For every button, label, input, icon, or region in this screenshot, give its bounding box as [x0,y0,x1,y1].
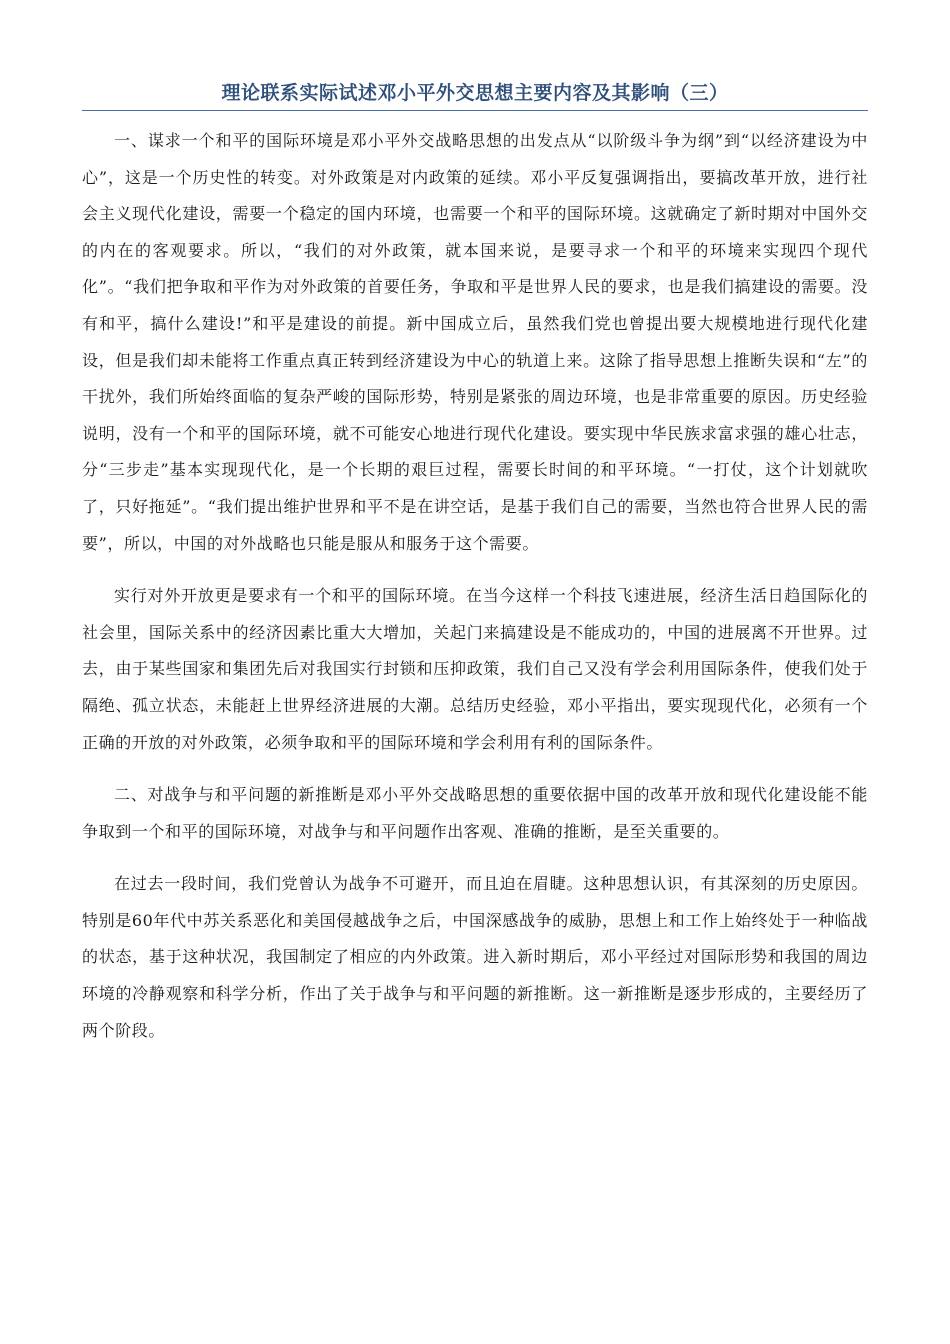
paragraph-4: 在过去一段时间，我们党曾认为战争不可避开，而且迫在眉睫。这种思想认识，有其深刻的历史原因。特别是60年代中苏关系恶化和美国侵越战争之后，中国深感战争的威胁，思想上和工作上始终处于一种临战的状态，基于这种状况，我国制定了相应的内外政策。进入新时期后，邓小平经过对国际形势和我国的周边环境的冷静观察和科学分析，作出了关于战争与和平问题的新推断。这一新推断是逐步形成的，主要经历了两个阶段。 [82,874,868,1040]
paragraph-3: 二、对战争与和平问题的新推断是邓小平外交战略思想的重要依据中国的改革开放和现代化建设能不能争取到一个和平的国际环境，对战争与和平问题作出客观、准确的推断，是至关重要的。 [82,785,868,841]
paragraph-2: 实行对外开放更是要求有一个和平的国际环境。在当今这样一个科技飞速进展，经济生活日趋国际化的社会里，国际关系中的经济因素比重大大增加，关起门来搞建设是不能成功的，中国的进展离不开世界。过去，由于某些国家和集团先后对我国实行封锁和压抑政策，我们自己又没有学会利用国际条件，使我们处于隔绝、孤立状态，未能赶上世界经济进展的大潮。总结历史经验，邓小平指出，要实现现代化，必须有一个正确的开放的对外政策，必须争取和平的国际环境和学会利用有利的国际条件。 [82,586,868,752]
document-page [82,78,868,1049]
paragraph-1: 一、谋求一个和平的国际环境是邓小平外交战略思想的出发点从“以阶级斗争为纲”到“以经济建设为中心”，这是一个历史性的转变。对外政策是对内政策的延续。邓小平反复强调指出，要搞改革开放，进行社会主义现代化建设，需要一个稳定的国内环境，也需要一个和平的国际环境。这就确定了新时期对中国外交的内在的客观要求。所以，“我们的对外政策，就本国来说，是要寻求一个和平的环境来实现四个现代化”。“我们把争取和平作为对外政策的首要任务，争取和平是世界人民的要求，也是我们搞建设的需要。没有和平，搞什么建设!”和平是建设的前提。新中国成立后，虽然我们党也曾提出要大规模地进行现代化建设，但是我们却未能将工作重点真正转到经济建设为中心的轨道上来。这除了指导思想上推断失误和“左”的干扰外，我们所始终面临的复杂严峻的国际形势，特别是紧张的周边环境，也是非常重要的原因。历史经验说明，没有一个和平的国际环境，就不可能安心地进行现代化建设。要实现中华民族求富求强的雄心壮志，分“三步走”基本实现现代化，是一个长期的艰巨过程，需要长时间的和平环境。“一打仗，这个计划就吹了，只好拖延”。“我们提出维护世界和平不是在讲空话，是基于我们自己的需要，当然也符合世界人民的需要”，所以，中国的对外战略也只能是服从和服务于这个需要。 [82,131,868,553]
document-title: 理论联系实际试述邓小平外交思想主要内容及其影响（三） [82,78,868,111]
